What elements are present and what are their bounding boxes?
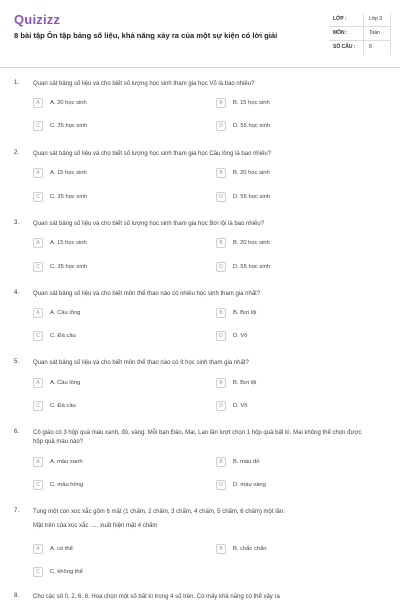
option-letter-box: C — [33, 121, 43, 131]
meta-row-class — [329, 13, 391, 27]
option-letter-box: B — [216, 168, 226, 178]
question-text: Cho các số 0, 2, 6, 8. Hoa chọn một số bất kì trong 4 số trên. Có mấy khả năng có thể xảy ra — [33, 594, 280, 600]
question-text: Quan sát bảng số liệu và cho biết môn thể thao nào có ít học sinh tham gia nhất? — [33, 360, 249, 366]
option-letter-box: C — [33, 401, 43, 411]
option-text: D. 55 học sinh — [233, 264, 271, 270]
option-text: A. 15 học sinh — [50, 240, 87, 246]
option-text: C. không thể — [50, 569, 83, 575]
option-c[interactable] — [33, 331, 183, 343]
option-text: D. 55 học sinh — [233, 194, 271, 200]
question-number: 6. — [14, 429, 20, 435]
quizizz-logo: Quizizz — [14, 12, 61, 27]
option-text: C. Đá cầu — [50, 403, 76, 409]
meta-value: Toán — [369, 30, 380, 36]
option-text: C. 35 học sinh — [50, 123, 88, 129]
option-b[interactable] — [216, 168, 366, 180]
meta-value: Lớp 3 — [369, 16, 383, 22]
option-c[interactable] — [33, 401, 183, 413]
option-letter-box: A — [33, 378, 43, 388]
option-letter-box: D — [216, 480, 226, 490]
option-b[interactable] — [216, 457, 366, 469]
option-c[interactable] — [33, 121, 183, 133]
option-text: B. màu đỏ — [233, 459, 260, 465]
option-b[interactable] — [216, 544, 366, 556]
question-text: Tung một con xúc xắc gồm 6 mặt (1 chấm, 2 chấm, 3 chấm, 4 chấm, 5 chấm, 6 chấm) một lần. — [33, 509, 285, 515]
question-number: 5. — [14, 359, 20, 365]
option-text: A. có thể — [50, 546, 73, 552]
worksheet-header — [0, 0, 400, 66]
option-text: C. 35 học sinh — [50, 194, 88, 200]
option-letter-box: A — [33, 457, 43, 467]
option-d[interactable] — [216, 192, 366, 204]
option-a[interactable] — [33, 168, 183, 180]
option-a[interactable] — [33, 544, 183, 556]
option-b[interactable] — [216, 378, 366, 390]
option-letter-box: B — [216, 457, 226, 467]
question-text: Quan sát bảng số liệu và cho biết số lượng học sinh tham gia học Võ là bao nhiêu? — [33, 81, 255, 87]
option-letter-box: C — [33, 192, 43, 202]
option-text: A. 15 học sinh — [50, 170, 87, 176]
option-letter-box: A — [33, 168, 43, 178]
page-title: 8 bài tập Ôn tập bảng số liệu, khả năng xảy ra của một sự kiện có lời giải — [14, 31, 278, 40]
option-b[interactable] — [216, 98, 366, 110]
option-text: A. Cầu lông — [50, 380, 81, 386]
option-d[interactable] — [216, 121, 366, 133]
option-text: B. Bơi lội — [233, 310, 257, 316]
question-text: Quan sát bảng số liệu và cho biết số lượng học sinh tham gia học Bơi lội là bao nhiêu? — [33, 221, 265, 227]
question-subtext: Mặt trên của xúc xắc ..... xuất hiện mặt 4 chấm — [33, 523, 158, 529]
option-text: D. 55 học sinh — [233, 123, 271, 129]
question-number: 7. — [14, 508, 20, 514]
option-a[interactable] — [33, 308, 183, 320]
option-d[interactable] — [216, 480, 366, 492]
option-letter-box: D — [216, 192, 226, 202]
option-letter-box: A — [33, 308, 43, 318]
meta-value: 8 — [369, 44, 372, 50]
option-d[interactable] — [216, 401, 366, 413]
meta-box — [329, 13, 391, 55]
option-letter-box: C — [33, 567, 43, 577]
option-c[interactable] — [33, 567, 183, 579]
option-text: D. Võ — [233, 333, 248, 339]
question-number: 3. — [14, 220, 20, 226]
question-text: Cô giáo có 3 hộp quà màu xanh, đỏ, vàng. Mỗi bạn Đào, Mai, Lan lần lượt chọn 1 hộp quà bất kì. Mai không thể chọn được hộp quà màu nào? — [33, 430, 362, 445]
question-number: 4. — [14, 290, 20, 296]
option-text: B. 20 học sinh — [233, 240, 270, 246]
option-c[interactable] — [33, 192, 183, 204]
option-letter-box: B — [216, 544, 226, 554]
question-number: 1. — [14, 80, 20, 86]
option-text: D. Võ — [233, 403, 248, 409]
option-text: B. 15 học sinh — [233, 100, 270, 106]
option-a[interactable] — [33, 238, 183, 250]
header-divider — [0, 67, 400, 68]
option-letter-box: C — [33, 331, 43, 341]
option-text: A. màu xanh — [50, 459, 83, 465]
option-letter-box: D — [216, 331, 226, 341]
option-c[interactable] — [33, 480, 183, 492]
meta-label: SỐ CÂU : — [333, 44, 356, 50]
option-b[interactable] — [216, 308, 366, 320]
option-text: A. Cầu lông — [50, 310, 81, 316]
question-text: Quan sát bảng số liệu và cho biết môn thể thao nào có nhiều học sinh tham gia nhất? — [33, 291, 261, 297]
option-letter-box: A — [33, 544, 43, 554]
option-letter-box: A — [33, 98, 43, 108]
option-a[interactable] — [33, 98, 183, 110]
meta-label: MÔN : — [333, 30, 348, 36]
option-letter-box: B — [216, 98, 226, 108]
option-text: B. chắc chắn — [233, 546, 267, 552]
meta-row-subject — [329, 27, 391, 41]
option-letter-box: C — [33, 480, 43, 490]
question-number: 8. — [14, 593, 20, 599]
option-a[interactable] — [33, 378, 183, 390]
option-text: C. Đá cầu — [50, 333, 76, 339]
option-b[interactable] — [216, 238, 366, 250]
option-text: A. 20 học sinh — [50, 100, 87, 106]
option-d[interactable] — [216, 262, 366, 274]
option-text: B. Bơi lội — [233, 380, 257, 386]
option-letter-box: D — [216, 401, 226, 411]
option-letter-box: B — [216, 378, 226, 388]
option-text: D. màu vàng — [233, 482, 266, 488]
option-letter-box: D — [216, 121, 226, 131]
meta-row-count — [329, 41, 391, 55]
option-letter-box: B — [216, 238, 226, 248]
option-c[interactable] — [33, 262, 183, 274]
option-text: C. 35 học sinh — [50, 264, 88, 270]
question-number: 2. — [14, 150, 20, 156]
option-a[interactable] — [33, 457, 183, 469]
question-text: Quan sát bảng số liệu và cho biết số lượng học sinh tham gia học Cầu lông là bao nhiêu? — [33, 151, 272, 157]
option-letter-box: D — [216, 262, 226, 272]
meta-label: LỚP : — [333, 16, 347, 22]
option-text: B. 20 học sinh — [233, 170, 270, 176]
option-letter-box: C — [33, 262, 43, 272]
option-letter-box: B — [216, 308, 226, 318]
option-letter-box: A — [33, 238, 43, 248]
option-d[interactable] — [216, 331, 366, 343]
option-text: C. màu hồng — [50, 482, 84, 488]
